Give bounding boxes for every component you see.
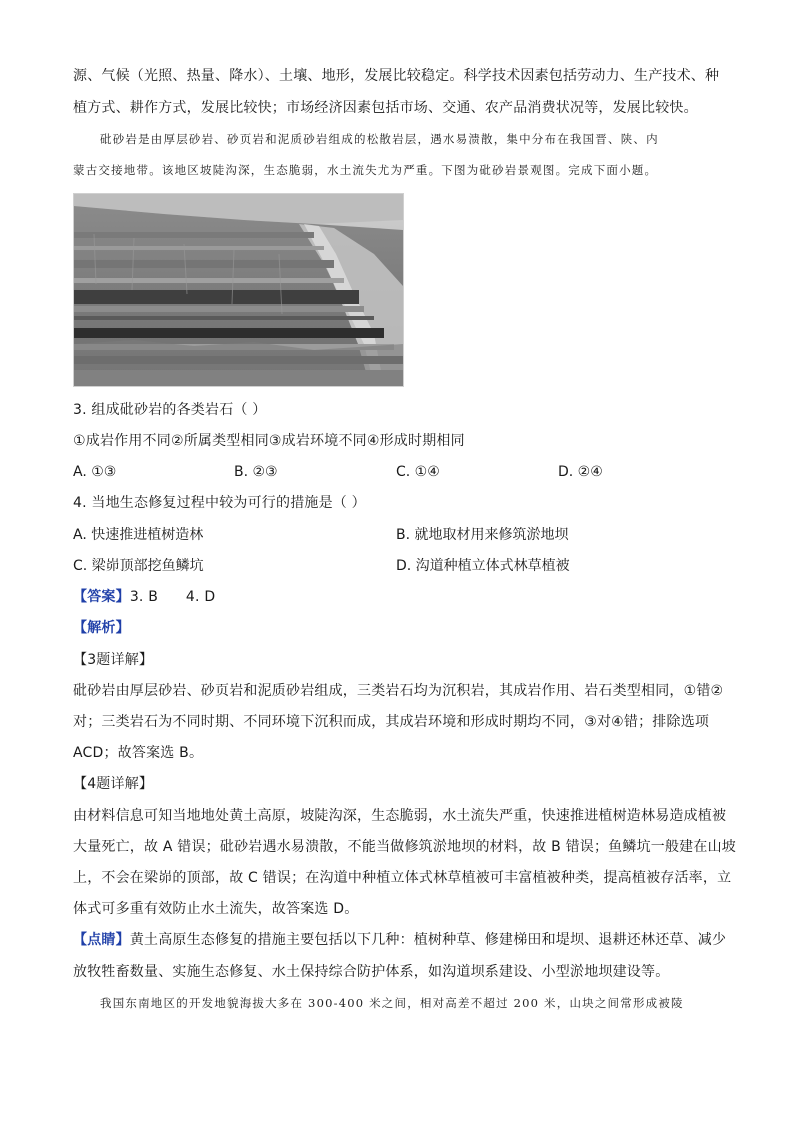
passage-line: 蒙古交接地带。该地区坡陡沟深，生态脆弱，水土流失尤为严重。下图为砒砂岩景观图。完成下面小题。 [73, 163, 658, 177]
analysis-tag: 【解析】 [73, 620, 130, 636]
pointer-tag: 【点睛】 [73, 932, 130, 948]
answer-tag: 【答案】 [73, 589, 130, 605]
question-3-stem: 3. 组成砒砂岩的各类岩石（ ） [73, 402, 267, 418]
detail-4-line: 体式可多重有效防止水土流失，故答案选 D。 [73, 901, 359, 917]
answer-line [73, 587, 723, 607]
detail-4-line: 由材料信息可知当地地处黄土高原，坡陡沟深，生态脆弱，水土流失严重，快速推进植树造林易造成植被 [73, 808, 727, 824]
detail-4-line: 大量死亡，故 A 错误；砒砂岩遇水易溃散，不能当做修筑淤地坝的材料，故 B 错误；鱼鳞坑一般建在山坡 [73, 839, 736, 855]
pisha-sandstone-landscape-photo [73, 193, 404, 387]
pointer-text: 黄土高原生态修复的措施主要包括以下几种：植树种草、修建梯田和堤坝、退耕还林还草、减少 [129, 932, 727, 948]
question-4-option-d: D. 沟道种植立体式林草植被 [396, 558, 570, 574]
question-4-stem: 4. 当地生态修复过程中较为可行的措施是（ ） [73, 495, 366, 511]
pointer-line: 放牧牲畜数量、实施生态修复、水土保持综合防护体系，如沟道坝系建设、小型淤地坝建设等。 [73, 964, 670, 980]
question-3-option-d: D. ②④ [558, 464, 603, 480]
detail-4-tag: 【4题详解】 [73, 776, 154, 792]
detail-3-line: 砒砂岩由厚层砂岩、砂页岩和泥质砂岩组成，三类岩石均为沉积岩，其成岩作用、岩石类型相同，①错② [73, 683, 724, 699]
question-4-option-b: B. 就地取材用来修筑淤地坝 [396, 527, 569, 543]
question-3-statements: ①成岩作用不同②所属类型相同③成岩环境不同④形成时期相同 [73, 433, 465, 449]
detail-4-line: 上，不会在梁峁的顶部，故 C 错误；在沟道中种植立体式林草植被可丰富植被种类，提高植被存活率，立 [73, 870, 732, 886]
intro-line: 植方式、耕作方式，发展比较快；市场经济因素包括市场、交通、农产品消费状况等，发展比较快。 [73, 100, 698, 116]
detail-3-line: 对；三类岩石为不同时期、不同环境下沉积而成，其成岩环境和形成时期均不同，③对④错；排除选项 [73, 714, 710, 730]
question-3-option-c: C. ①④ [396, 464, 440, 480]
question-4-option-c: C. 梁峁顶部挖鱼鳞坑 [73, 558, 204, 574]
answer-text: 3. B 4. D [129, 589, 216, 605]
question-3-option-a: A. ①③ [73, 464, 117, 480]
passage-line: 砒砂岩是由厚层砂岩、砂页岩和泥质砂岩组成的松散岩层，遇水易溃散，集中分布在我国晋、陕、内 [100, 132, 659, 146]
question-4-option-a: A. 快速推进植树造林 [73, 527, 204, 543]
pointer-line [73, 930, 727, 950]
intro-line: 源、气候（光照、热量、降水）、土壤、地形，发展比较稳定。科学技术因素包括劳动力、生产技术、种 [73, 68, 720, 84]
detail-3-line: ACD；故答案选 B。 [73, 745, 204, 761]
next-passage-line: 我国东南地区的开发地貌海拔大多在 300-400 米之间，相对高差不超过 200 米，山块之间常形成被陵 [100, 996, 684, 1010]
question-3-option-b: B. ②③ [234, 464, 278, 480]
detail-3-tag: 【3题详解】 [73, 652, 154, 668]
